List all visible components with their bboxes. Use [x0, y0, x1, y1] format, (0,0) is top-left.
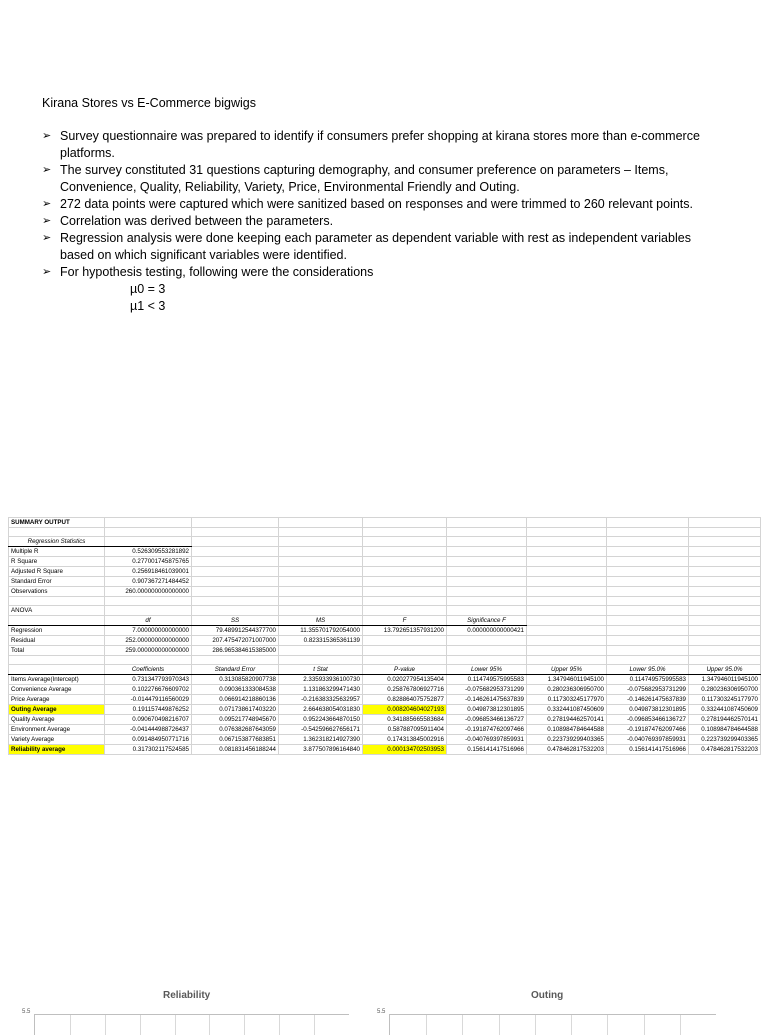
- arrow-bullet-icon: ➢: [42, 266, 52, 278]
- coef-value: 1.347946011945100: [527, 675, 607, 685]
- table-cell: [279, 537, 363, 547]
- anova-header: df: [105, 616, 192, 626]
- table-cell: [689, 656, 761, 665]
- table-cell: [192, 537, 279, 547]
- chart-gridline: [535, 1015, 536, 1035]
- chart-gridline: [462, 1015, 463, 1035]
- table-cell: [105, 537, 192, 547]
- hypothesis-alternative: µ1 < 3: [130, 299, 166, 313]
- stat-value: 0.277001745875765: [105, 557, 192, 567]
- coef-value: -0.216383325632957: [279, 695, 363, 705]
- chart-gridline: [571, 1015, 572, 1035]
- chart-gridline: [314, 1015, 315, 1035]
- anova-ss: 207.475472071007000: [192, 636, 279, 646]
- anova-row-label: Total: [9, 646, 105, 656]
- anova-sig: 0.000000000000421: [447, 626, 527, 636]
- table-cell: [9, 665, 105, 675]
- table-cell: [363, 547, 447, 557]
- table-row: [9, 705, 761, 715]
- coef-value: 0.828864075752877: [363, 695, 447, 705]
- coef-value: -0.014479116560029: [105, 695, 192, 705]
- chart-gridline: [499, 1015, 500, 1035]
- coef-row-label: Reliability average: [9, 745, 105, 755]
- table-cell: [279, 656, 363, 665]
- table-cell: [689, 567, 761, 577]
- coef-value: 0.587887095911404: [363, 725, 447, 735]
- table-cell: [279, 597, 363, 606]
- reg-stats-header: Regression Statistics: [9, 537, 105, 547]
- table-cell: [527, 567, 607, 577]
- table-cell: [607, 597, 689, 606]
- coef-value: 0.156141417516966: [607, 745, 689, 755]
- coef-value: 0.020277954135404: [363, 675, 447, 685]
- table-cell: [689, 537, 761, 547]
- table-cell: [279, 518, 363, 528]
- hypothesis-null: µ0 = 3: [130, 282, 166, 296]
- table-row: [9, 606, 761, 616]
- coef-header: Coefficients: [105, 665, 192, 675]
- coef-header: Upper 95%: [527, 665, 607, 675]
- table-cell: [527, 557, 607, 567]
- table-cell: [192, 577, 279, 587]
- table-cell: [689, 577, 761, 587]
- table-cell: [527, 597, 607, 606]
- coef-value: 2.335933936100730: [279, 675, 363, 685]
- arrow-bullet-icon: ➢: [42, 198, 52, 210]
- table-cell: [363, 518, 447, 528]
- coef-row-label: Environment Average: [9, 725, 105, 735]
- anova-header: Significance F: [447, 616, 527, 626]
- chart-title-outing: Outing: [531, 990, 564, 1001]
- table-cell: [527, 636, 607, 646]
- stat-label: Multiple R: [9, 547, 105, 557]
- table-cell: [9, 616, 105, 626]
- table-cell: [363, 597, 447, 606]
- table-cell: [527, 547, 607, 557]
- coef-value: -0.191874762097466: [607, 725, 689, 735]
- chart-gridline: [644, 1015, 645, 1035]
- table-row: [9, 577, 761, 587]
- coef-value: -0.075682953731299: [447, 685, 527, 695]
- coef-header: P-value: [363, 665, 447, 675]
- table-cell: [607, 616, 689, 626]
- table-row: [9, 597, 761, 606]
- coef-value: 0.095217748945670: [192, 715, 279, 725]
- table-cell: [527, 626, 607, 636]
- table-cell: [192, 528, 279, 537]
- table-row: [9, 567, 761, 577]
- coef-header: t Stat: [279, 665, 363, 675]
- table-cell: [192, 597, 279, 606]
- table-cell: [607, 636, 689, 646]
- chart-title-reliability: Reliability: [163, 990, 211, 1001]
- anova-title: ANOVA: [9, 606, 105, 616]
- outing-chart-plot: [389, 1014, 716, 1035]
- coef-value: -0.041444988726437: [105, 725, 192, 735]
- table-cell: [607, 528, 689, 537]
- table-cell: [607, 656, 689, 665]
- table-cell: [527, 606, 607, 616]
- coef-value: 0.066914218860136: [192, 695, 279, 705]
- table-row: [9, 725, 761, 735]
- coef-value: 0.332441087450609: [527, 705, 607, 715]
- stat-value: 260.000000000000000: [105, 587, 192, 597]
- table-cell: [447, 537, 527, 547]
- table-cell: [607, 577, 689, 587]
- chart-gridline: [680, 1015, 681, 1035]
- stat-label: Observations: [9, 587, 105, 597]
- table-row: [9, 587, 761, 597]
- anova-sig: [447, 646, 527, 656]
- table-cell: [607, 567, 689, 577]
- anova-ss: 286.965384615385000: [192, 646, 279, 656]
- table-cell: [363, 557, 447, 567]
- coef-value: 0.108984784644588: [689, 725, 761, 735]
- coef-header: Lower 95%: [447, 665, 527, 675]
- coef-value: 0.090670498216707: [105, 715, 192, 725]
- summary-title: SUMMARY OUTPUT: [9, 518, 105, 528]
- table-row: [9, 646, 761, 656]
- table-cell: [105, 597, 192, 606]
- coef-header: Standard Error: [192, 665, 279, 675]
- stat-label: Adjusted R Square: [9, 567, 105, 577]
- coef-value: 0.223739299403365: [527, 735, 607, 745]
- table-cell: [689, 626, 761, 636]
- coef-value: 0.731347793970343: [105, 675, 192, 685]
- table-cell: [527, 528, 607, 537]
- table-cell: [9, 528, 105, 537]
- anova-ss: 79.489912544377700: [192, 626, 279, 636]
- table-row: [9, 735, 761, 745]
- coef-value: 0.223739299403365: [689, 735, 761, 745]
- anova-df: 252.000000000000000: [105, 636, 192, 646]
- coef-value: 0.117303245177970: [527, 695, 607, 705]
- chart-gridline: [607, 1015, 608, 1035]
- table-cell: [527, 537, 607, 547]
- anova-ms: 11.355701792054000: [279, 626, 363, 636]
- coef-value: 0.280236306950700: [689, 685, 761, 695]
- arrow-bullet-icon: ➢: [42, 130, 52, 142]
- table-cell: [363, 567, 447, 577]
- coef-row-label: Quality Average: [9, 715, 105, 725]
- coef-value: -0.146261475637839: [607, 695, 689, 705]
- coef-value: 3.877507896164840: [279, 745, 363, 755]
- table-cell: [192, 656, 279, 665]
- coef-value: 0.478462817532203: [689, 745, 761, 755]
- coef-value: 0.008204604027193: [363, 705, 447, 715]
- table-cell: [527, 656, 607, 665]
- coef-value: 0.049873812301895: [607, 705, 689, 715]
- table-cell: [279, 587, 363, 597]
- table-cell: [192, 587, 279, 597]
- coef-value: 0.000134702503953: [363, 745, 447, 755]
- table-cell: [363, 577, 447, 587]
- table-cell: [607, 587, 689, 597]
- table-cell: [447, 557, 527, 567]
- table-row: [9, 685, 761, 695]
- table-cell: [363, 537, 447, 547]
- coef-value: 1.347946011945100: [689, 675, 761, 685]
- coef-value: 0.117303245177970: [689, 695, 761, 705]
- anova-ms: 0.823315365361139: [279, 636, 363, 646]
- stat-label: R Square: [9, 557, 105, 567]
- anova-header: SS: [192, 616, 279, 626]
- coef-value: 0.332441087450609: [689, 705, 761, 715]
- coef-header: Lower 95.0%: [607, 665, 689, 675]
- table-cell: [607, 518, 689, 528]
- coef-value: 0.174313845002916: [363, 735, 447, 745]
- bullet-item: ➢ 272 data points were captured which were sanitized based on responses and were trimmed to 260 relevant points.: [42, 197, 694, 211]
- coef-row-label: Price Average: [9, 695, 105, 705]
- table-cell: [192, 567, 279, 577]
- bullet-item: ➢ Regression analysis were done keeping each parameter as dependent variable with rest as independent variables based on which significant variables were identified.: [42, 231, 691, 262]
- table-row: [9, 616, 761, 626]
- table-cell: [527, 587, 607, 597]
- table-row: [9, 745, 761, 755]
- table-cell: [527, 646, 607, 656]
- chart-gridline: [175, 1015, 176, 1035]
- chart-gridline: [279, 1015, 280, 1035]
- table-cell: [192, 547, 279, 557]
- coef-value: 0.191157449876252: [105, 705, 192, 715]
- table-cell: [279, 528, 363, 537]
- coef-value: 0.258767806927716: [363, 685, 447, 695]
- coef-value: 0.313085820907738: [192, 675, 279, 685]
- coef-value: -0.096853466136727: [607, 715, 689, 725]
- coef-value: 0.091484950771716: [105, 735, 192, 745]
- anova-f: [363, 646, 447, 656]
- coef-row-label: Convenience Average: [9, 685, 105, 695]
- table-cell: [279, 547, 363, 557]
- bullet-list: [42, 128, 722, 315]
- coef-value: 0.478462817532203: [527, 745, 607, 755]
- chart-gridline: [140, 1015, 141, 1035]
- coef-value: 0.278194462570141: [527, 715, 607, 725]
- table-cell: [9, 656, 105, 665]
- table-cell: [447, 577, 527, 587]
- stat-label: Standard Error: [9, 577, 105, 587]
- anova-ms: [279, 646, 363, 656]
- bullet-item: ➢ The survey constituted 31 questions capturing demography, and consumer preference on parameters – Items, Convenience, Quality, Reliability, Variety, Price, Environmental Friendly and Outing.: [42, 163, 669, 194]
- table-row: [9, 636, 761, 646]
- reliability-chart-plot: [34, 1014, 349, 1035]
- coef-header: Upper 95.0%: [689, 665, 761, 675]
- table-cell: [363, 587, 447, 597]
- arrow-bullet-icon: ➢: [42, 164, 52, 176]
- table-cell: [607, 557, 689, 567]
- table-cell: [689, 646, 761, 656]
- table-cell: [279, 606, 363, 616]
- coef-row-label: Items Average(Intercept): [9, 675, 105, 685]
- stat-value: 0.907367271484452: [105, 577, 192, 587]
- table-cell: [689, 606, 761, 616]
- table-row: [9, 695, 761, 705]
- table-cell: [689, 587, 761, 597]
- table-cell: [447, 528, 527, 537]
- coef-value: -0.040769397859931: [447, 735, 527, 745]
- table-cell: [689, 518, 761, 528]
- table-cell: [607, 606, 689, 616]
- table-cell: [447, 547, 527, 557]
- coef-value: 2.664638054031830: [279, 705, 363, 715]
- coef-value: 0.067153877683851: [192, 735, 279, 745]
- coef-value: 0.114749575995583: [447, 675, 527, 685]
- table-cell: [9, 597, 105, 606]
- anova-f: 13.792651357931200: [363, 626, 447, 636]
- table-cell: [363, 606, 447, 616]
- coef-value: -0.542596627656171: [279, 725, 363, 735]
- y-tick-label: 5.5: [22, 1009, 31, 1015]
- anova-header: F: [363, 616, 447, 626]
- coef-value: 1.362318214927390: [279, 735, 363, 745]
- anova-df: 7.000000000000000: [105, 626, 192, 636]
- coef-value: 0.071738617403220: [192, 705, 279, 715]
- coef-value: 0.317302117524585: [105, 745, 192, 755]
- table-row: [9, 626, 761, 636]
- table-row: [9, 656, 761, 665]
- table-cell: [363, 528, 447, 537]
- table-cell: [689, 597, 761, 606]
- anova-sig: [447, 636, 527, 646]
- table-cell: [447, 587, 527, 597]
- regression-summary-table: [8, 517, 761, 755]
- table-cell: [607, 537, 689, 547]
- anova-row-label: Regression: [9, 626, 105, 636]
- table-cell: [192, 518, 279, 528]
- anova-row-label: Residual: [9, 636, 105, 646]
- table-cell: [447, 518, 527, 528]
- document-title: Kirana Stores vs E-Commerce bigwigs: [42, 96, 256, 110]
- stat-value: 0.526309553281892: [105, 547, 192, 557]
- table-cell: [105, 518, 192, 528]
- coef-value: -0.075682953731299: [607, 685, 689, 695]
- table-cell: [527, 577, 607, 587]
- table-cell: [689, 616, 761, 626]
- table-row: [9, 518, 761, 528]
- bullet-item: ➢ For hypothesis testing, following were the considerations: [42, 265, 374, 279]
- chart-gridline: [209, 1015, 210, 1035]
- coef-value: 0.090361333084538: [192, 685, 279, 695]
- coef-value: 0.278194462570141: [689, 715, 761, 725]
- arrow-bullet-icon: ➢: [42, 232, 52, 244]
- table-cell: [279, 567, 363, 577]
- coef-value: 0.076382687643059: [192, 725, 279, 735]
- chart-gridline: [105, 1015, 106, 1035]
- chart-gridline: [70, 1015, 71, 1035]
- anova-df: 259.000000000000000: [105, 646, 192, 656]
- chart-gridline: [244, 1015, 245, 1035]
- bullet-item: ➢ Survey questionnaire was prepared to identify if consumers prefer shopping at kirana stores more than e-commerce platforms.: [42, 129, 700, 160]
- table-cell: [447, 656, 527, 665]
- coef-row-label: Variety Average: [9, 735, 105, 745]
- stat-value: 0.256918461039001: [105, 567, 192, 577]
- table-row: [9, 528, 761, 537]
- table-cell: [607, 547, 689, 557]
- table-cell: [607, 646, 689, 656]
- table-cell: [607, 626, 689, 636]
- bullet-item: ➢ Correlation was derived between the parameters.: [42, 214, 334, 228]
- table-cell: [447, 597, 527, 606]
- coef-value: 0.952243664870150: [279, 715, 363, 725]
- table-row: [9, 557, 761, 567]
- coef-value: 0.280236306950700: [527, 685, 607, 695]
- table-cell: [447, 606, 527, 616]
- coef-value: -0.040769397859931: [607, 735, 689, 745]
- table-cell: [105, 606, 192, 616]
- anova-header: MS: [279, 616, 363, 626]
- y-tick-label: 5.5: [377, 1009, 386, 1015]
- coef-value: 0.049873812301895: [447, 705, 527, 715]
- coef-row-label: Outing Average: [9, 705, 105, 715]
- table-cell: [279, 577, 363, 587]
- coef-value: 0.108984784644588: [527, 725, 607, 735]
- coef-value: -0.146261475637839: [447, 695, 527, 705]
- table-row: [9, 537, 761, 547]
- table-cell: [105, 656, 192, 665]
- table-cell: [363, 656, 447, 665]
- arrow-bullet-icon: ➢: [42, 215, 52, 227]
- table-cell: [527, 616, 607, 626]
- coef-value: 0.102276676609702: [105, 685, 192, 695]
- coef-value: -0.096853466136727: [447, 715, 527, 725]
- anova-f: [363, 636, 447, 646]
- table-row: [9, 675, 761, 685]
- chart-gridline: [426, 1015, 427, 1035]
- table-row: [9, 715, 761, 725]
- table-cell: [689, 557, 761, 567]
- table-cell: [689, 547, 761, 557]
- coef-value: -0.191874762097466: [447, 725, 527, 735]
- coef-value: 1.131863299471430: [279, 685, 363, 695]
- table-cell: [105, 528, 192, 537]
- coef-value: 0.341885665583684: [363, 715, 447, 725]
- table-cell: [447, 567, 527, 577]
- table-cell: [689, 528, 761, 537]
- table-cell: [689, 636, 761, 646]
- table-cell: [192, 557, 279, 567]
- coef-value: 0.081831456188244: [192, 745, 279, 755]
- table-cell: [279, 557, 363, 567]
- table-cell: [192, 606, 279, 616]
- table-cell: [527, 518, 607, 528]
- table-row: [9, 547, 761, 557]
- coef-value: 0.114749575995583: [607, 675, 689, 685]
- table-row: [9, 665, 761, 675]
- coef-value: 0.156141417516966: [447, 745, 527, 755]
